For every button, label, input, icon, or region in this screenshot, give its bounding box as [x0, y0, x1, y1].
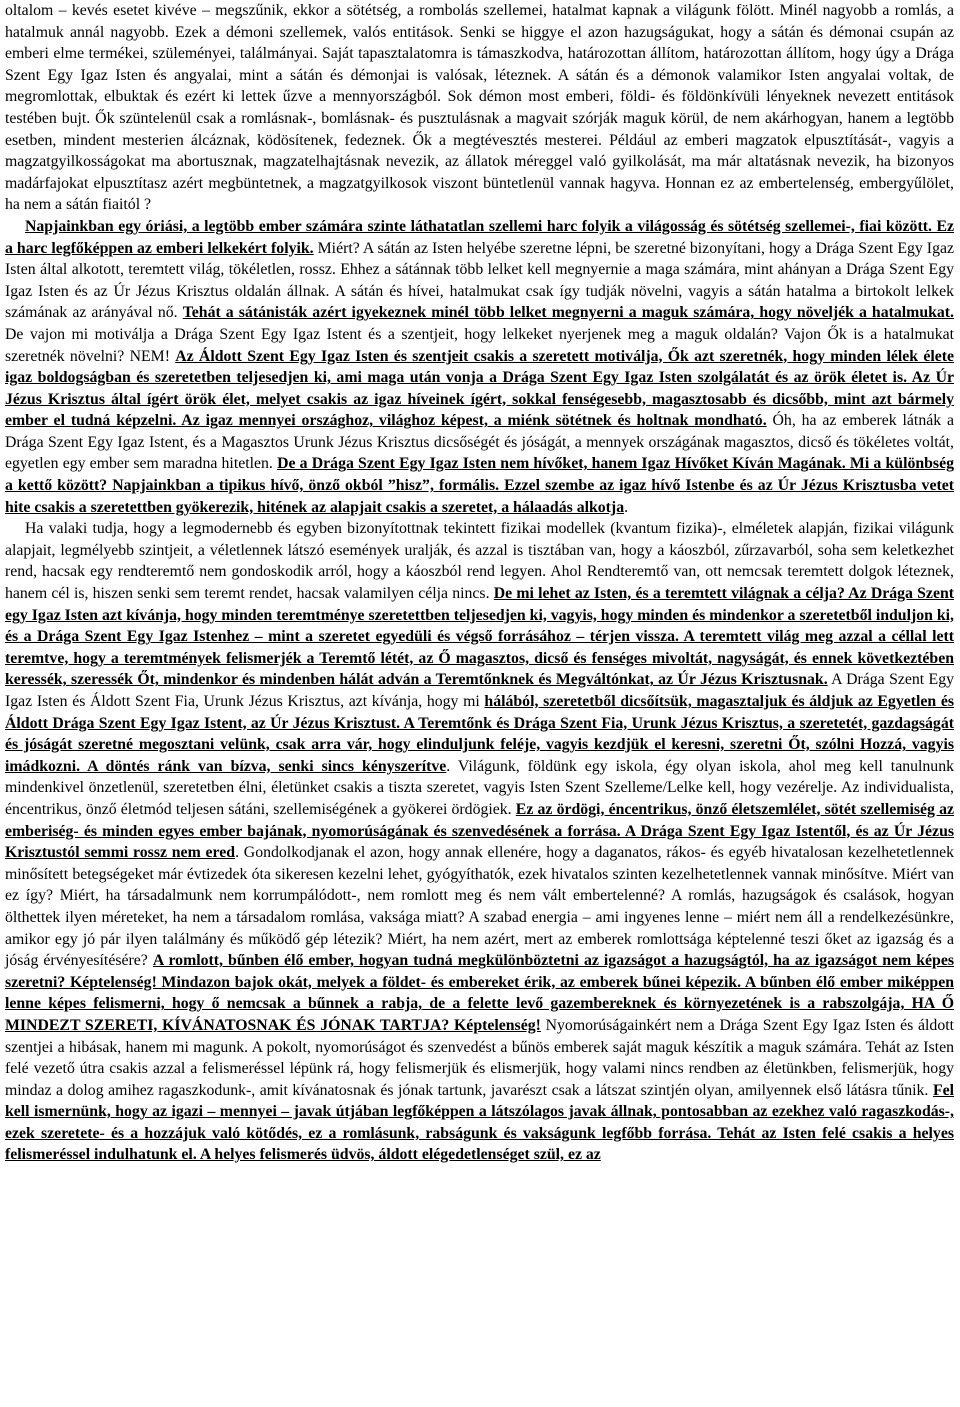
body-text: . Világunk, földünk egy iskola, égy olyan iskola, ahol meg kell tanulnunk mindenkivel önzetlenül, szeretetben élni, életünket csakis a tiszta szeretet, vagyis Isten Szent Szelleme/Lelke kell, hogy vezérelje. Az individualista, éncentrikus, önző életmód teljesen sátáni, szellemiségének a gyökerei ördögiek.: [5, 757, 954, 818]
body-text: Miért? A sátán az Isten helyébe szeretne lépni, be szeretné bizonyítani, hogy a Drága Szent Egy Igaz Isten által alkotott, teremtett világ, tökéletlen, rossz. Ehhez a sátánnak több lelket kell megnyernie a maga számára, mint ahányan a Drága Szent Egy Igaz Isten és az Úr Jézus Krisztus oldalán állnak. A sátán és hívei, hatalmukat csak így tudják növelni, vagyis a sátán hatalma a birtokolt lelkek számának az arányával nő.: [5, 239, 954, 322]
body-text: . Gondolkodjanak el azon, hogy annak ellenére, hogy a daganatos, rákos- és egyéb hivatalosan kezelhetetlennek minősített betegségeket már évtizedek óta sikeresen kezelni lehet, gyógyíthatók, ezek hivatalos szinten kezelhetetlennek vannak minősítve. Miért van ez így? Miért, ha társadalmunk nem korrumpálódott-, nem romlott meg és nem vált embertelenné? A romlás, hazugságok és csalások, hogyan ölthettek ilyen méreteket, ha nem a társadalom romlása, vaksága miatt? A szabad energia – ami ingyenes lenne – miért nem áll a rendelkezésünkre, amikor egy jó pár ilyen találmány és működő gép létezik? Miért, ha nem azért, mert az emberek romlottsága képtelenné teszi őket az igazság és a jóság érvényesítésére?: [5, 844, 954, 970]
emphasized-text: De mi lehet az Isten, és a teremtett világnak a célja? Az Drága Szent egy Igaz Isten azt kívánja, hogy minden teremtménye szeretettben teljesedjen ki, vagyis, hogy minden és mindenkor a szeretetből induljon ki, és a Drága Szent Egy Igaz Istenhez – mint a szeretet egyedüli és végső forrásához – térjen vissza. A teremtett világ meg azzal a céllal lett teremtve, hogy a teremtmények felismerjék a Teremtő létét, az Ő magasztos, dicső és fenséges mivoltát, nagyságát, és ennek következtében keressék, szeressék Őt, mindenkor és mindenben hálát adván a Teremtőnknek és Megváltónkat, az Úr Jézus Krisztusnak.: [5, 585, 954, 689]
body-text: .: [624, 498, 629, 516]
paragraph-3: [5, 518, 954, 1166]
body-text: oltalom – kevés esetet kivéve – megszűnik, ekkor a sötétség, a rombolás szellemei, hatalmat kapnak a világunk fölött. Minél nagyobb a romlás, a hatalmuk annál nagyobb. Ezek a démoni szellemek, valós entitások. Senki se higgye el azon hazugságukat, hogy a sátán és démonai csupán az emberi elme termékei, szüleményei, találmányai. Saját tapasztalatomra is támaszkodva, határozottan állítom, határozottan állítom, hogy úgy a Drága Szent Egy Igaz Isten és angyalai, mint a sátán és démonjai is valósak, léteznek. A sátán és a démonok valamikor Isten angyalai voltak, de megromlottak, elbuktak és ezért ki lettek űzve a mennyországból. Sok démon most emberi, földi- és földönkívüli lényeknek nevezett entitások testében bujt. Ők szüntelenül csak a romlásnak-, bomlásnak- és pusztulásnak a magvait szórják maguk körül, de nem akárhogyan, hanem a legtöbb esetben, mindent mesterien álcáznak, ködösítenek, fedeznek. Ők a megtévesztés mesterei. Például az emberi magzatok elpusztítását-, vagyis a magzatgyilkosságokat ma abortusznak, magzatelhajtásnak nevezik, az állatok méreggel való gyilkolását, ma már altatásnak nevezik, ha bizonyos madárfajokat elpusztítasz azért megbüntetnek, a magzatgyilkosok viszont büntetlenül vannak hagyva. Honnan ez az embertelenség, embergyűlölet, ha nem a sátán fiaitól ?: [5, 2, 954, 214]
paragraph-2: [5, 216, 954, 518]
emphasized-text: Napjainkban egy óriási, a legtöbb ember számára szinte láthatatlan szellemi harc folyik a világosság és sötétség szellemei-, fiai között. Ez a harc legfőképpen az emberi lelkekért folyik.: [5, 217, 954, 257]
emphasized-text: Ez az ördögi, éncentrikus, önző életszemlélet, sötét szellemiség az emberiség- és minden egyes ember bajának, nyomorúságának és szenvedésének a forrása. A Drága Szent Egy Igaz Istentől, és az Úr Jézus Krisztustól semmi rossz nem ered: [5, 800, 954, 862]
emphasized-text: hálából, szeretetből dicsőítsük, magasztaljuk és áldjuk az Egyetlen és Áldott Drága Szent Egy Igaz Istent, az Úr Jézus Krisztust. A Teremtőnk és Drága Szent Fia, Urunk Jézus Krisztus, a szeretetét, gazdagságát és jóságát szeretné megosztani velünk, csak arra vár, hogy elinduljunk feléje, vagyis kezdjük el keresni, szeretni Őt, szólni Hozzá, vagyis imádkozni. A döntés ránk van bízva, senki sincs kényszerítve: [5, 693, 954, 775]
emphasized-text: De a Drága Szent Egy Igaz Isten nem hívőket, hanem Igaz Hívőket Kíván Magának. Mi a különbség a kettő között? Napjainkban a tipikus hívő, önző okból ”hisz”, formális. Ezzel szembe az igaz hívő Istenbe és az Úr Jézus Krisztusba vetet hite csakis a szeretettben gyökerezik, hitének az alapjait csakis a szeretet, a hálaadás alkotja: [5, 455, 954, 516]
body-text: Nyomorúságainkért nem a Drága Szent Egy Igaz Isten és áldott szentjei a hibásak, hanem mi magunk. A pokolt, nyomorúságot és szenvedést a bűnös emberek saját maguk készítik a maguk számára. Tehát az Isten felé vezető útra csakis azzal a felismeréssel lépünk rá, hogy felismerjük és elismerjük, hogy valami nincs rendben az életünkben, felismerjük, hogy mindaz a dolog amihez ragaszkodunk-, amit kívánatosnak és jónak tartunk, javarészt csak a látszat szintjén olyan, amilyennek első látásra tűnik.: [5, 1016, 954, 1099]
emphasized-text: Fel kell ismernünk, hogy az igazi – mennyei – javak útjában legfőképpen a látszólagos javak állnak, pontosabban az ezekhez való ragaszkodás-, ezek szeretete- és a hozzájuk való kötődés, ez a romlásunk, rabságunk és vakságunk legfőbb forrása. Tehát az Isten felé csakis a helyes felismeréssel indulhatunk el. A helyes felismerés üdvös, áldott elégedetlenséget szül, ez az: [5, 1081, 954, 1164]
paragraph-1: [5, 0, 954, 216]
body-text: A Drága Szent Egy Igaz Isten és Áldott Szent Fia, Urunk Jézus Krisztus, azt kívánja, hogy mi: [5, 671, 954, 710]
body-text: Óh, ha az emberek látnák a Drága Szent Egy Igaz Istent, és a Magasztos Urunk Jézus Krisztus dicsőségét és jóságát, a mennyek országának magasztos, dicső és tökéletes voltát, egyetlen egy ember sem maradna hitetlen.: [5, 412, 954, 473]
emphasized-text: Tehát a sátánisták azért igyekeznek minél több lelket megnyerni a maguk számára, hogy növeljék a hatalmukat.: [182, 304, 954, 322]
emphasized-text: Az Áldott Szent Egy Igaz Isten és szentjeit csakis a szeretett motiválja, Ők azt szeretnék, hogy minden lélek élete igaz boldogságban és szeretetben teljesedjen ki, ami maga után vonja a Drága Szent Egy Igaz Isten szolgálatát és az örök életet is. Az Úr Jézus Krisztus által ígért örök élet, melyet csakis az igaz híveinek ígért, sokkal fenségesebb, magasztosabb és dicsőbb, mint azt bármely ember el tudná képzelni. Az igaz mennyei országhoz, világhoz képest, a miénk sötétnek és holtnak mondható.: [5, 347, 954, 430]
body-text: De vajon mi motiválja a Drága Szent Egy Igaz Istent és a szentjeit, hogy lelkeket nyerjenek meg a maguk oldalán? Vajon Ők is a hatalmukat szeretnék növelni? NEM!: [5, 325, 954, 365]
emphasized-text: A romlott, bűnben élő ember, hogyan tudná megkülönböztetni az igazságot a hazugságtól, ha az igazságot nem képes szeretni? Képtelenség! Mindazon bajok okát, melyek a földet- és embereket érik, az emberek bűnei képezik. A bűnben élő ember miképpen lenne képes felismerni, hogy ő nemcsak a bűnnek a rabja, de a felette levő gazembereknek és környezetének is a rabszolgája, HA Ő MINDEZT SZERETI, KÍVÁNATOSNAK ÉS JÓNAK TARTJA? Képtelenség!: [5, 952, 954, 1034]
body-text: Ha valaki tudja, hogy a legmodernebb és egyben bizonyítottnak tekintett fizikai modellek (kvantum fizika)-, elméletek alapján, fizikai világunk alapjait, legmélyebb szintjeit, a véletlennek látszó események uralják, és azzal is tisztában van, hogy a káoszból, zűrzavarból, soha sem keletkezhet rend, hacsak egy rendteremtő nem gondoskodik arról, hogy a káoszból rend legyen. Ahol Rendteremtő van, ott nemcsak teremtett dolgok léteznek, hanem cél is, hiszen senki sem teremt rendet, hacsak valamilyen célja nincs.: [5, 520, 954, 603]
